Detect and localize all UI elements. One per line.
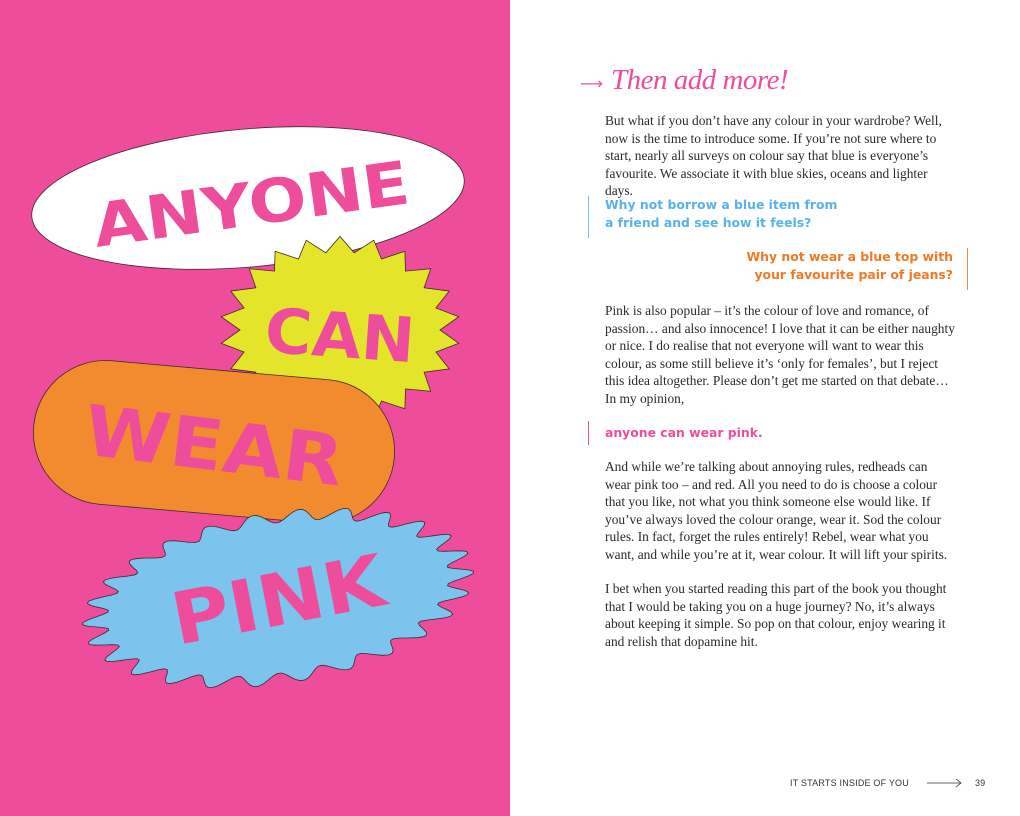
word-anyone: ANYONE	[88, 153, 377, 262]
pull-quote-orange	[747, 248, 968, 290]
quote-orange-line-2: your favourite pair of jeans?	[754, 267, 953, 282]
heading-row	[580, 64, 788, 97]
page-heading: Then add more!	[610, 64, 789, 96]
page-footer	[790, 778, 985, 788]
quote-blue-line-2: a friend and see how it feels?	[605, 215, 812, 230]
word-can: CAN	[262, 293, 413, 377]
quote-orange-line-1: Why not wear a blue top with	[746, 249, 953, 264]
paragraph-3: And while we’re talking about annoying rules, redheads can wear pink too – and red. All you need to do is choose a colour that you like, not what you think someone else would like. If you’ve always loved the colour orange, wear it. Sod the colour rules. In fact, forget the rules entirely! Rebel, wear what you want, and while you’re at it, wear colour. It will lift your spirits.	[605, 459, 948, 562]
pull-quote-blue	[588, 196, 837, 238]
running-title: IT STARTS INSIDE OF YOU	[790, 778, 909, 788]
word-pink: PINK	[164, 541, 373, 662]
arrow-right-icon: ⟶	[580, 74, 603, 93]
paragraph-2: Pink is also popular – it’s the colour of love and romance, of passion… and also innocence! I love that it can be either naughty or nice. I do realise that not everyone will want to wear this colour, as some still believe it’s ‘only for females’, but I reject this idea altogether. Please don’t get me started on that debate…In my opinion,	[605, 303, 955, 406]
pull-quote-pink: anyone can wear pink.	[588, 421, 763, 445]
paragraph-1: But what if you don’t have any colour in your wardrobe? Well, now is the time to introduce some. If you’re not sure where to start, nearly all surveys on colour say that blue is everyone’s favourite. We associate it with blue skies, oceans and lighter days.	[605, 113, 942, 198]
page-number: 39	[974, 778, 986, 788]
text-page	[510, 0, 1020, 816]
word-wear: WEAR	[79, 389, 322, 500]
paragraph-4: I bet when you started reading this part of the book you thought that I would be taking you on a huge journey? No, it’s always about keeping it simple. So pop on that colour, enjoy wearing it and relish that dopamine hit.	[605, 581, 947, 649]
quote-blue-line-1: Why not borrow a blue item from	[605, 197, 838, 212]
long-arrow-right-icon	[927, 778, 963, 788]
